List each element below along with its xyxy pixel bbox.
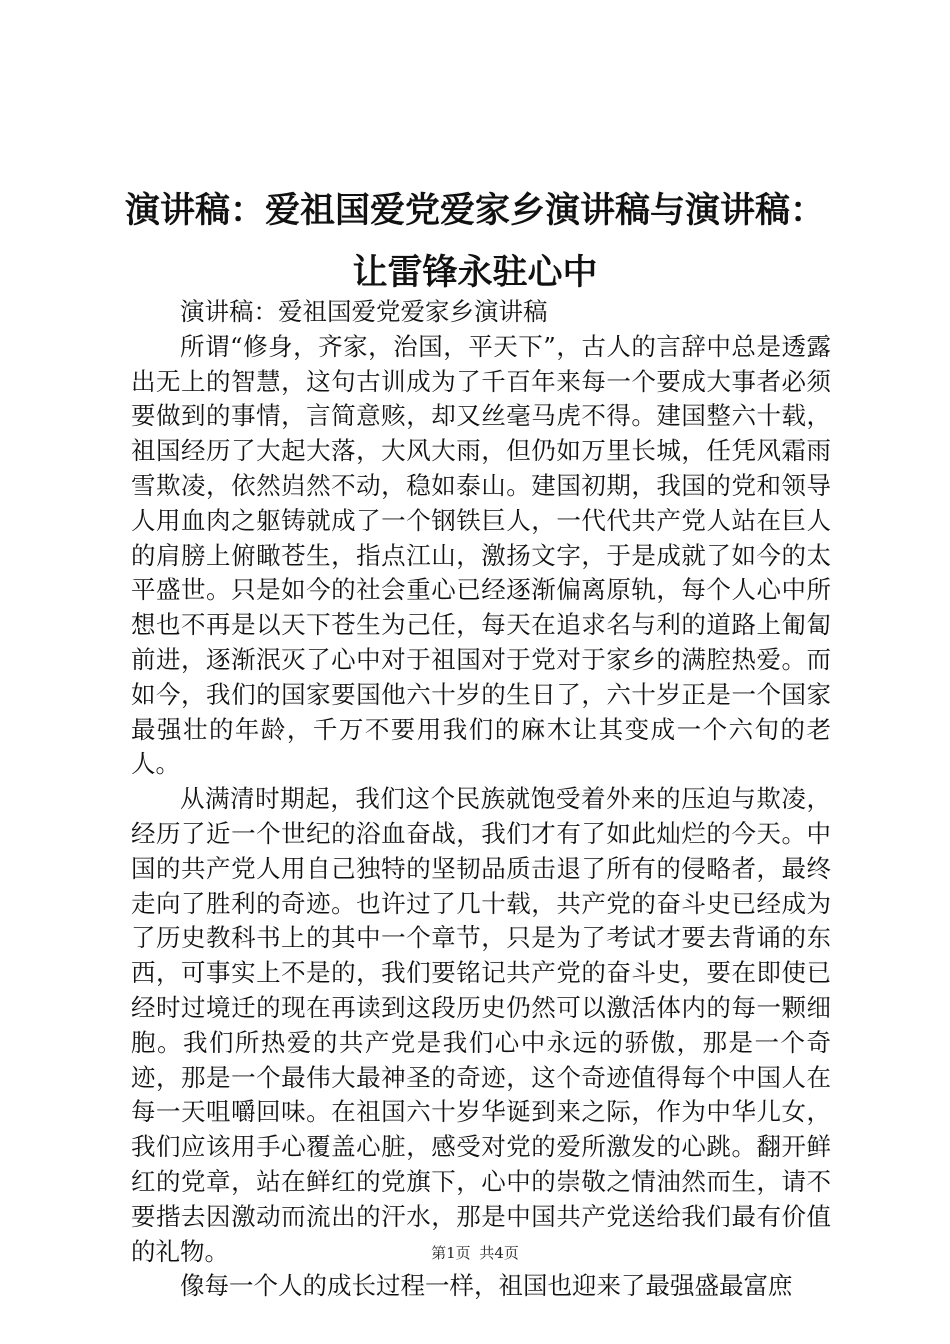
document-subtitle: 演讲稿：爱祖国爱党爱家乡演讲稿: [180, 297, 548, 326]
paragraph-3: 像每一个人的成长过程一样，祖国也迎来了最强盛最富庶: [180, 1271, 793, 1301]
document-body: [131, 295, 831, 1304]
paragraph-2: 从满清时期起，我们这个民族就饱受着外来的压迫与欺凌，经历了近一个世纪的浴血奋战，我们才有了如此灿烂的今天。中国的共产党人用自己独特的坚韧品质击退了所有的侵略者，最终走向了胜利的奇迹。也许过了几十载，共产党的奋斗史已经成为了历史教科书上的其中一个章节，只是为了考试才要去背诵的东西，可事实上不是的，我们要铭记共产党的奋斗史，要在即使已经时过境迁的现在再读到这段历史仍然可以激活体内的每一颗细胞。我们所热爱的共产党是我们心中永远的骄傲，那是一个奇迹，那是一个最伟大最神圣的奇迹，这个奇迹值得每个中国人在每一天咀嚼回味。在祖国六十岁华诞到来之际，作为中华儿女，我们应该用手心覆盖心脏，感受对党的爱所激发的心跳。翻开鲜红的党章，站在鲜红的党旗下，心中的崇敬之情油然而生，请不要揩去因激动而流出的汗水，那是中国共产党送给我们最有价值的礼物。: [131, 784, 831, 1266]
total-pages: 共4页: [479, 1244, 519, 1262]
document-title-line-1: 演讲稿：爱祖国爱党爱家乡演讲稿与演讲稿：: [124, 190, 825, 231]
document-title-line-2: 让雷锋永驻心中: [352, 252, 598, 293]
paragraph-1: 所谓“修身，齐家，治国，平天下”，古人的言辞中总是透露出无上的智慧，这句古训成为了千百年来每一个要成大事者必须要做到的事情，言简意赅，却又丝毫马虎不得。建国整六十载，祖国经历了大起大落，大风大雨，但仍如万里长城，任凭风霜雨雪欺凌，依然岿然不动，稳如泰山。建国初期，我国的党和领导人用血肉之躯铸就成了一个钢铁巨人，一代代共产党人站在巨人的肩膀上俯瞰苍生，指点江山，激扬文字，于是成就了如今的太平盛世。只是如今的社会重心已经逐渐偏离原轨，每个人心中所想也不再是以天下苍生为己任，每天在追求名与利的道路上匍匐前进，逐渐泯灭了心中对于祖国对于党对于家乡的满腔热爱。而如今，我们的国家要国他六十岁的生日了，六十岁正是一个国家最强壮的年龄，千万不要用我们的麻木让其变成一个六旬的老人。: [131, 331, 831, 779]
page-footer: [0, 1243, 950, 1263]
page-number: 第1页: [431, 1244, 471, 1262]
